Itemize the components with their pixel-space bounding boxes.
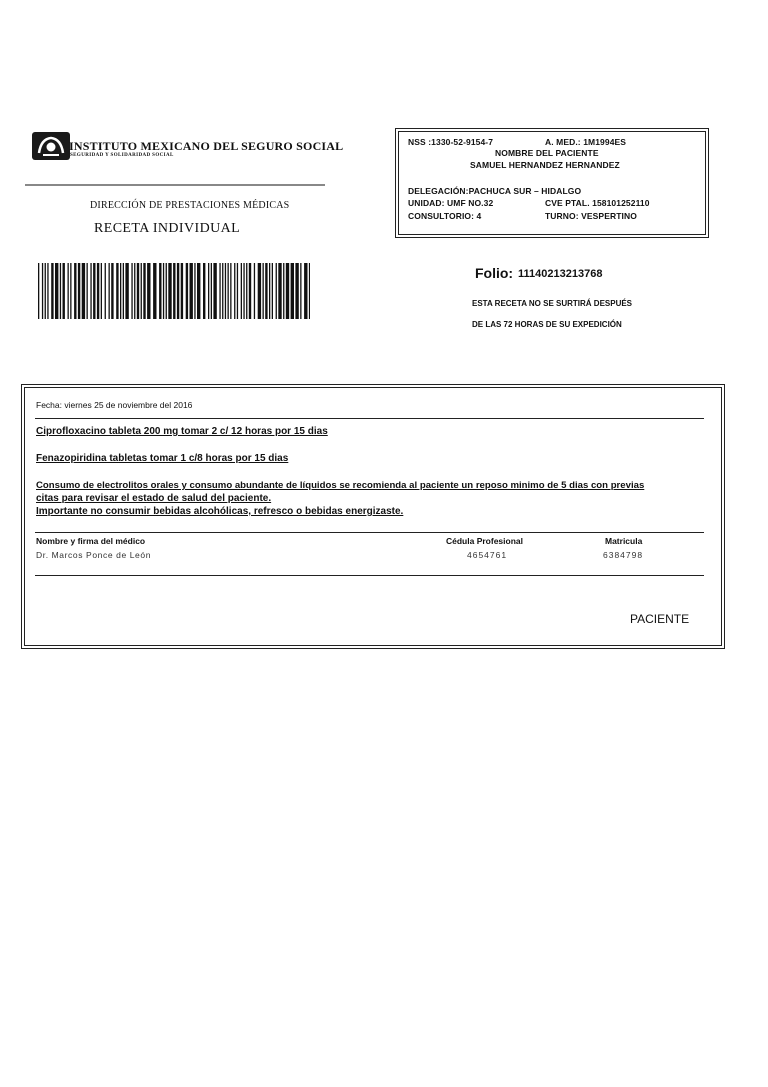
barcode-bar <box>109 263 110 319</box>
fecha-divider <box>35 418 704 419</box>
turno-field: TURNO: VESPERTINO <box>545 211 637 221</box>
barcode-bar <box>166 263 167 319</box>
barcode-bar <box>45 263 46 319</box>
barcode-bar <box>272 263 273 319</box>
barcode-bar <box>105 263 106 319</box>
barcode-bar <box>101 263 102 319</box>
barcode-bar <box>249 263 251 319</box>
cveptal-field: CVE PTAL. 158101252110 <box>545 198 650 208</box>
fecha-field: Fecha: viernes 25 de noviembre del 2016 <box>36 400 193 410</box>
barcode-bar <box>134 263 135 319</box>
barcode-image <box>38 263 310 319</box>
institution-name: INSTITUTO MEXICANO DEL SEGURO SOCIAL <box>69 139 344 153</box>
barcode-bar <box>291 263 294 319</box>
instructions-line-2: citas para revisar el estado de salud del paciente. <box>36 493 272 504</box>
barcode-bar <box>208 263 209 319</box>
barcode-bar <box>168 263 171 319</box>
barcode-bar <box>225 263 226 319</box>
medication-2: Fenazopiridina tabletas tomar 1 c/8 horas por 15 dias <box>36 453 289 464</box>
barcode-bar <box>276 263 277 319</box>
barcode-bar <box>143 263 145 319</box>
barcode-bar <box>269 263 270 319</box>
barcode-bar <box>230 263 231 319</box>
barcode-bar <box>304 263 307 319</box>
barcode-bar <box>278 263 281 319</box>
barcode-bar <box>213 263 216 319</box>
barcode-bar <box>123 263 124 319</box>
barcode-bar <box>265 263 267 319</box>
patient-name-label: NOMBRE DEL PACIENTE <box>495 148 599 158</box>
barcode-bar <box>38 263 39 319</box>
institution-subtitle: SEGURIDAD Y SOLIDARIDAD SOCIAL <box>70 153 174 158</box>
barcode-bar <box>254 263 255 319</box>
matricula-value: 6384798 <box>603 550 644 560</box>
direccion-label: DIRECCIÓN DE PRESTACIONES MÉDICAS <box>90 200 290 211</box>
barcode-bar <box>70 263 71 319</box>
barcode-bar <box>203 263 205 319</box>
barcode-bar <box>286 263 289 319</box>
barcode-bar <box>194 263 195 319</box>
barcode-bar <box>137 263 139 319</box>
validity-note-line1: ESTA RECETA NO SE SURTIRÁ DESPUÉS <box>472 299 633 308</box>
doctor-bottom-divider <box>35 575 704 576</box>
consultorio-field: CONSULTORIO: 4 <box>408 211 482 221</box>
matricula-header: Matricula <box>605 536 643 546</box>
barcode-bar <box>197 263 200 319</box>
barcode-bar <box>181 263 183 319</box>
barcode-bar <box>55 263 58 319</box>
barcode-bar <box>186 263 188 319</box>
barcode-bar <box>211 263 212 319</box>
barcode-bar <box>295 263 298 319</box>
barcode-bar <box>97 263 99 319</box>
barcode-bar <box>177 263 179 319</box>
amed-field: A. MED.: 1M1994ES <box>545 137 627 147</box>
imss-logo-icon <box>31 131 71 161</box>
barcode-bar <box>283 263 284 319</box>
barcode-bar <box>300 263 301 319</box>
barcode-bar <box>228 263 229 319</box>
barcode-bar <box>222 263 223 319</box>
copy-label: PACIENTE <box>630 612 690 626</box>
barcode-bar <box>163 263 164 319</box>
barcode-bar <box>63 263 65 319</box>
barcode-bar <box>258 263 261 319</box>
barcode-bar <box>68 263 69 319</box>
barcode-bar <box>51 263 53 319</box>
barcode-bar <box>190 263 193 319</box>
doctor-name-header: Nombre y firma del médico <box>36 536 146 546</box>
barcode-bar <box>309 263 310 319</box>
medication-1: Ciprofloxacino tableta 200 mg tomar 2 c/ 12 horas por 15 dias <box>36 426 328 437</box>
barcode-bar <box>60 263 61 319</box>
barcode-bar <box>131 263 132 319</box>
instructions-line-3: Importante no consumir bebidas alcohólicas, refresco o bebidas energizaste. <box>36 506 404 517</box>
folio-label: Folio: <box>475 265 514 281</box>
barcode-bar <box>125 263 128 319</box>
barcode-bar <box>116 263 118 319</box>
barcode-bar <box>234 263 235 319</box>
patient-name: SAMUEL HERNANDEZ HERNANDEZ <box>470 160 620 170</box>
barcode-bar <box>219 263 220 319</box>
folio-number: 11140213213768 <box>518 268 603 280</box>
barcode-bar <box>87 263 88 319</box>
delegacion-field: DELEGACIÓN:PACHUCA SUR – HIDALGO <box>408 186 582 196</box>
barcode-bar <box>78 263 80 319</box>
doctor-top-divider <box>35 532 704 533</box>
page-title: RECETA INDIVIDUAL <box>94 221 241 236</box>
validity-note-line2: DE LAS 72 HORAS DE SU EXPEDICIÓN <box>472 320 622 329</box>
barcode-bar <box>153 263 156 319</box>
barcode-bar <box>241 263 242 319</box>
barcode-bar <box>93 263 95 319</box>
barcode-bar <box>173 263 175 319</box>
barcode-bar <box>159 263 161 319</box>
barcode-bar <box>111 263 113 319</box>
barcode-bar <box>263 263 264 319</box>
barcode-bar <box>147 263 150 319</box>
cedula-value: 4654761 <box>467 550 508 560</box>
nss-field: NSS :1330-52-9154-7 <box>408 137 494 147</box>
barcode-bar <box>82 263 85 319</box>
barcode-bar <box>246 263 247 319</box>
barcode-bar <box>243 263 244 319</box>
header-divider <box>25 184 325 186</box>
cedula-header: Cédula Profesional <box>446 536 523 546</box>
barcode-bar <box>141 263 142 319</box>
barcode-bar <box>237 263 238 319</box>
unidad-field: UNIDAD: UMF NO.32 <box>408 198 494 208</box>
barcode-bar <box>47 263 48 319</box>
instructions-line-1: Consumo de electrolitos orales y consumo abundante de líquidos se recomienda al paciente un reposo minimo de 5 dias con previas <box>36 480 645 491</box>
barcode-bar <box>90 263 91 319</box>
doctor-name: Dr. Marcos Ponce de León <box>36 550 152 560</box>
barcode-bar <box>42 263 43 319</box>
barcode-bar <box>74 263 76 319</box>
barcode-bar <box>120 263 121 319</box>
